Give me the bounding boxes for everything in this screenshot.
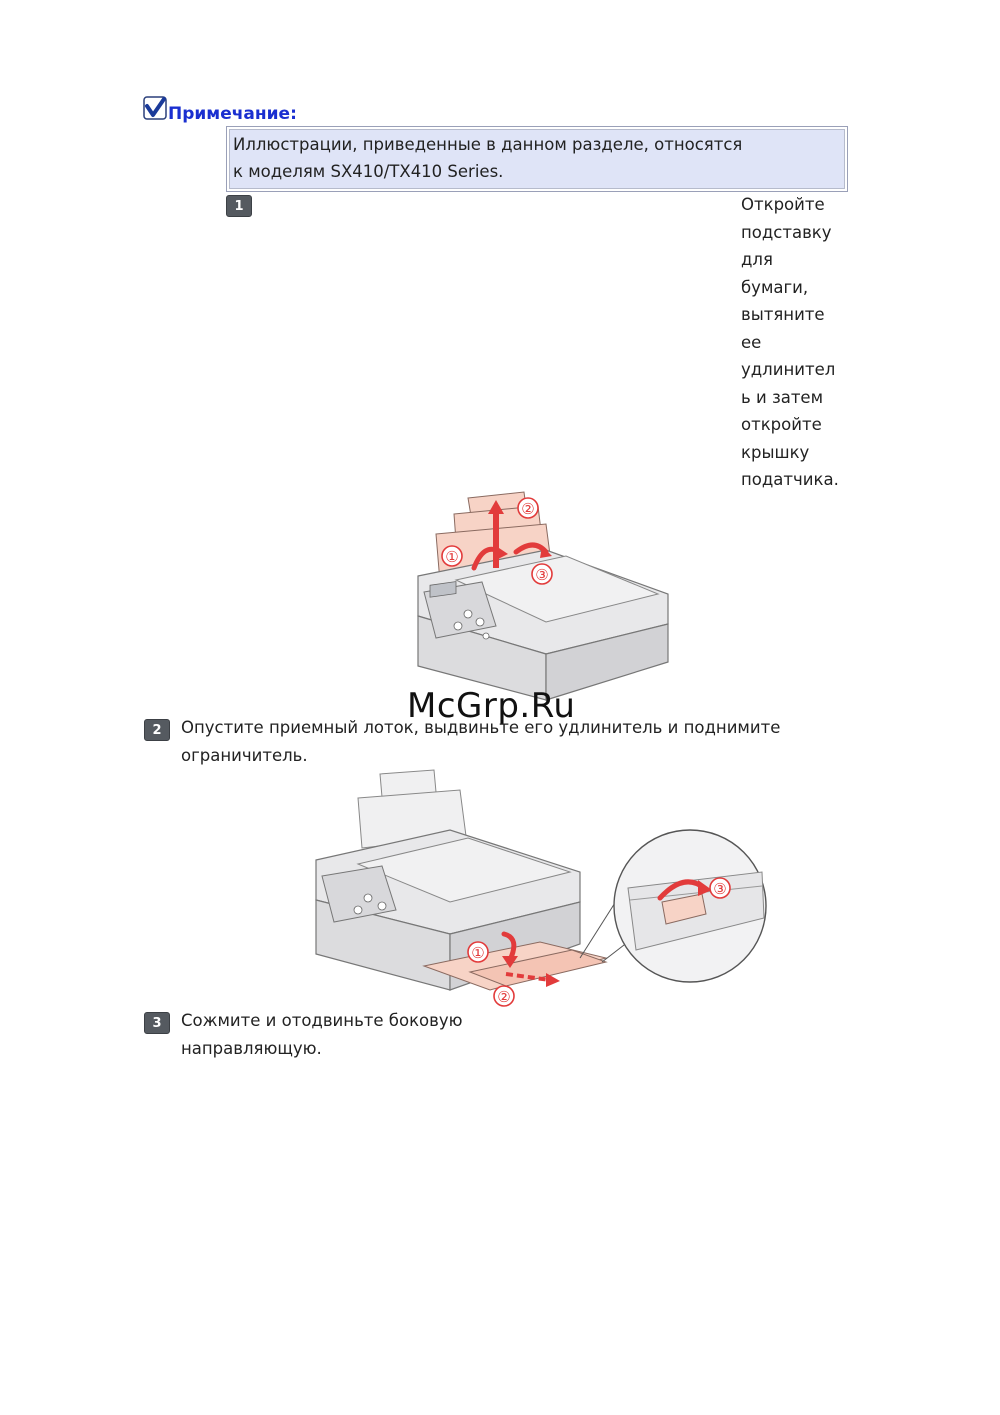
step-3-line-2: направляющую. bbox=[181, 1039, 322, 1058]
fig2-callout-1: ① bbox=[471, 944, 485, 962]
step-1-line: податчика. bbox=[741, 470, 839, 489]
note-line-1: Иллюстрации, приведенные в данном разделе, относятся bbox=[233, 135, 743, 154]
step-1-line: ь и затем bbox=[741, 387, 824, 407]
step-3-line-1: Сожмите и отодвиньте боковую bbox=[181, 1011, 463, 1030]
step-1-line: вытяните bbox=[741, 305, 825, 324]
figure-output-tray bbox=[310, 768, 780, 1008]
note-title: Примечание: bbox=[168, 104, 297, 124]
fig1-callout-3: ③ bbox=[535, 566, 549, 584]
step-1-line: Откройте bbox=[741, 195, 825, 214]
step-2-badge: 2 bbox=[144, 719, 170, 741]
figure-open-paper-support bbox=[396, 486, 676, 706]
fig1-callout-2: ② bbox=[521, 500, 535, 518]
step-1-line: крышку bbox=[741, 442, 810, 462]
checkmark-note-icon bbox=[143, 96, 167, 120]
fig1-callout-1: ① bbox=[445, 548, 459, 566]
step-1-line: удлинител bbox=[741, 360, 836, 379]
step-1-line: ее bbox=[741, 332, 762, 352]
step-1-line: для bbox=[741, 250, 773, 269]
step-1-badge: 1 bbox=[226, 195, 252, 217]
step-1-line: бумаги, bbox=[741, 277, 809, 297]
step-1-line: подставку bbox=[741, 222, 832, 242]
step-2-line-2: ограничитель. bbox=[181, 746, 308, 765]
step-1-line: откройте bbox=[741, 415, 822, 434]
note-line-2: к моделям SX410/TX410 Series. bbox=[233, 162, 504, 181]
step-2-line-1: Опустите приемный лоток, выдвиньте его удлинитель и поднимите bbox=[181, 718, 781, 737]
step-3-badge: 3 bbox=[144, 1012, 170, 1034]
fig2-callout-3: ③ bbox=[713, 880, 727, 898]
fig2-callout-2: ② bbox=[497, 988, 511, 1006]
watermark: McGrp.Ru bbox=[407, 686, 576, 726]
step-1-text bbox=[741, 191, 851, 494]
